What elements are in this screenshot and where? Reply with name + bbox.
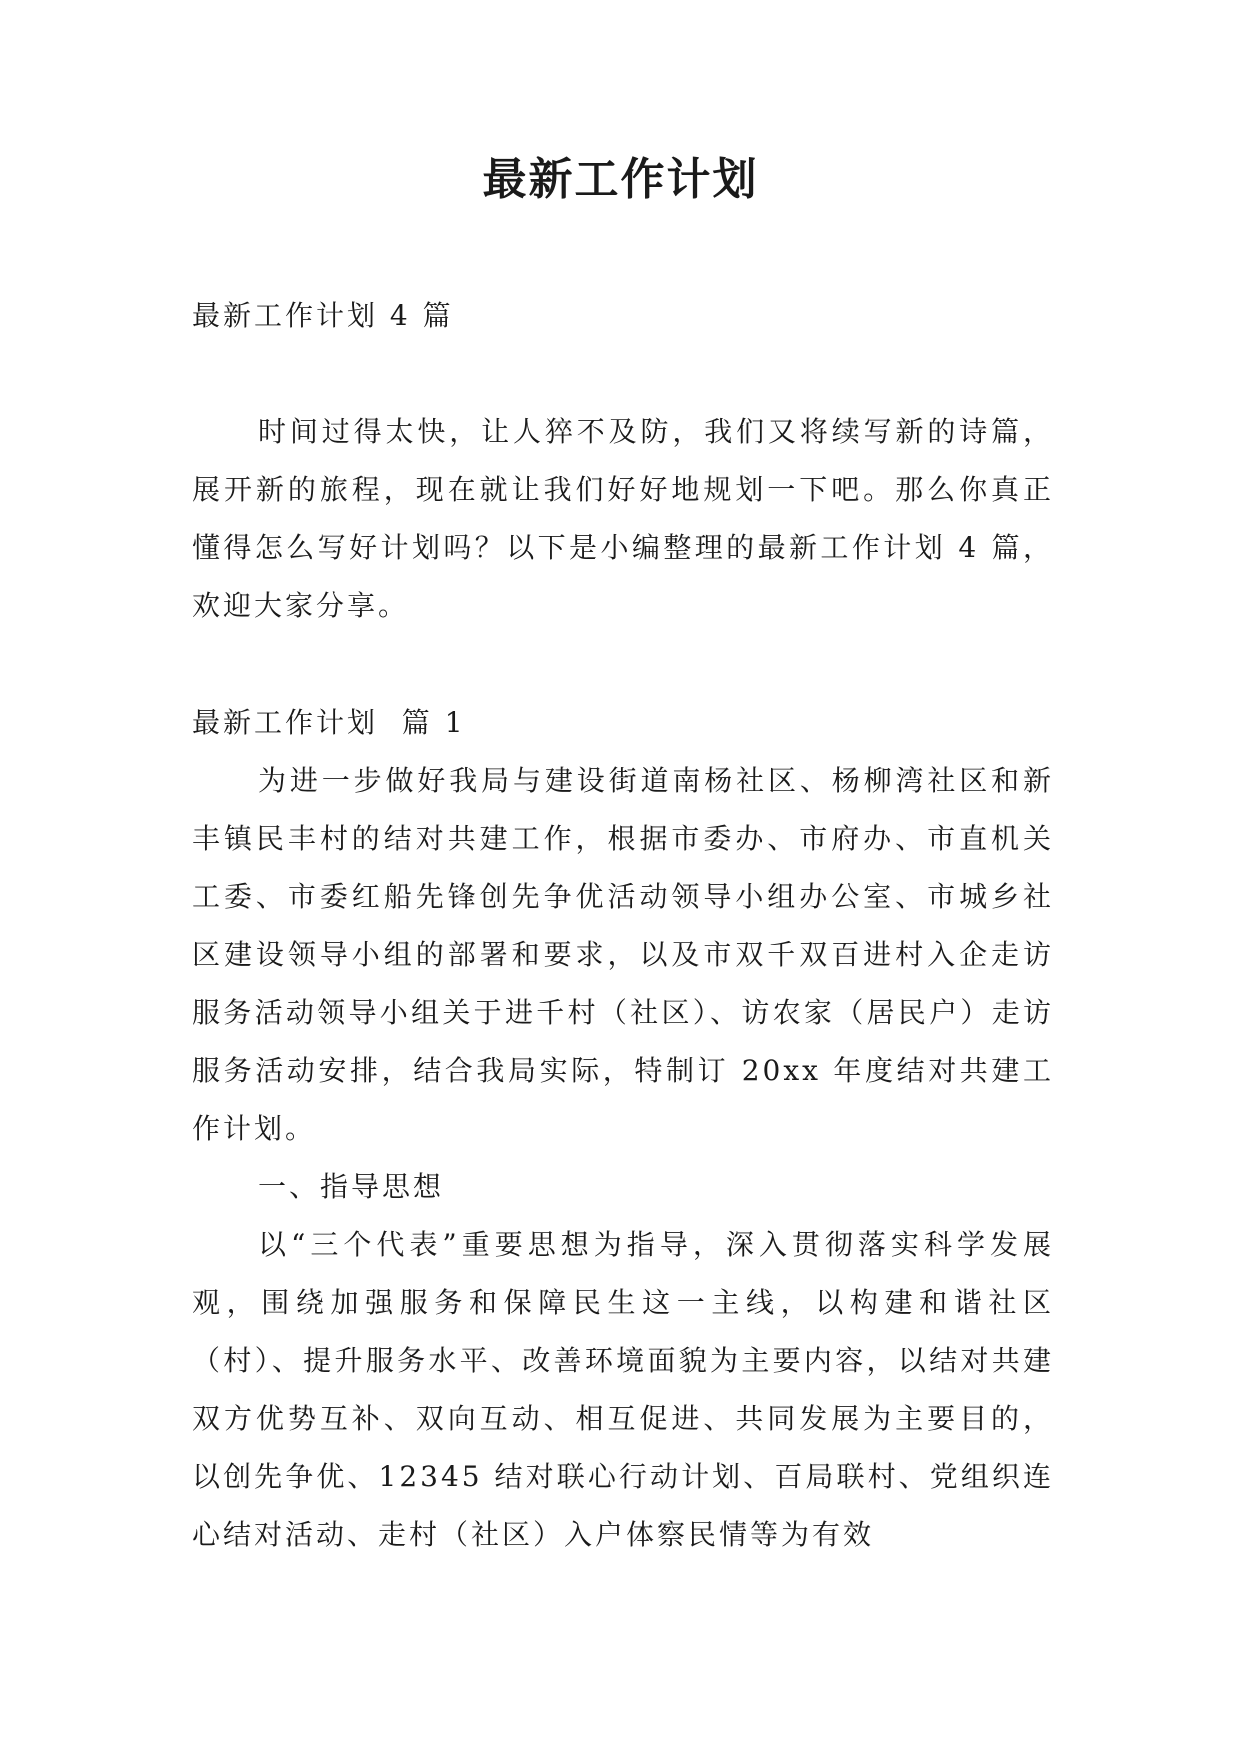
page-title: 最新工作计划 <box>482 154 759 205</box>
document-subtitle: 最新工作计划 4 篇 <box>192 299 454 332</box>
body-paragraph-1: 为进一步做好我局与建设街道南杨社区、杨柳湾社区和新丰镇民丰村的结对共建工作，根据市委办、市府办、市直机关工委、市委红船先锋创先争优活动领导小组办公室、市城乡社区建设领导小组的部署和要求，以及市双千双百进村入企走访服务活动领导小组关于进千村（社区）、访农家（居民户）走访服务活动安排，结合我局实际，特制订 20xx 年度结对共建工作计划。 <box>192 764 1054 1145</box>
subheading-guiding-ideology: 一、指导思想 <box>258 1170 445 1203</box>
section-heading: 最新工作计划 篇 1 <box>192 706 466 739</box>
body-paragraph-2: 以“三个代表”重要思想为指导，深入贯彻落实科学发展观，围绕加强服务和保障民生这一主线，以构建和谐社区（村）、提升服务水平、改善环境面貌为主要内容，以结对共建双方优势互补、双向互动、相互促进、共同发展为主要目的，以创先争优、12345 结对联心行动计划、百局联村、党组织连心结对活动、走村（社区）入户体察民情等为有效 <box>192 1228 1054 1551</box>
intro-paragraph: 时间过得太快，让人猝不及防，我们又将续写新的诗篇，展开新的旅程，现在就让我们好好地规划一下吧。那么你真正懂得怎么写好计划吗？以下是小编整理的最新工作计划 4 篇，欢迎大家分享。 <box>192 415 1054 622</box>
